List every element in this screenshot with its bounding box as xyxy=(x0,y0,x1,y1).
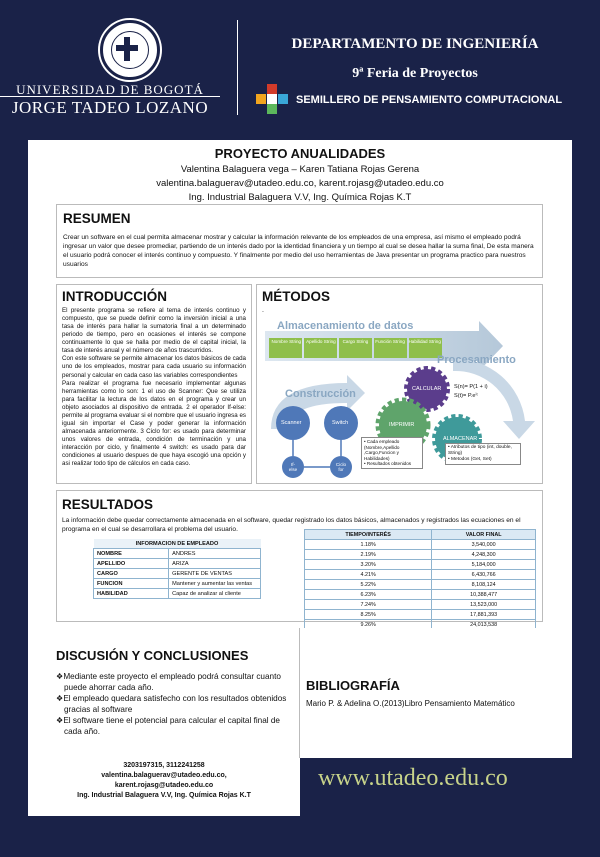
project-title: PROYECTO ANUALIDADES xyxy=(214,146,386,161)
introduccion-section xyxy=(56,284,252,484)
intro-paragraph-1: El presente programa se refiere al tema de interés continuo y compuesto, que se puede definir como la inversión inicial a una tasa de interés para hallar la sumatoria final a un determinado periodo de tiempo, pero en ocasiones el interés se compone continuamente lo que se halla por medio de el capital inicial, la tasa de interés anual y el número de años trascurridos. xyxy=(62,307,246,355)
rate-row xyxy=(305,610,536,620)
value-cell: 10,388,477 xyxy=(432,590,536,600)
imprimir-callout xyxy=(361,437,423,469)
value-cell: 17,881,393 xyxy=(432,610,536,620)
intro-paragraph-2: Con este software se permite almacenar los datos básicos de cada uno de los empleados, mostrar para cada usuario su información personal y calcular en cada caso las variables correspondientes xyxy=(62,355,247,379)
value-cell: 5,184,000 xyxy=(432,560,536,570)
value-cell: 3,540,000 xyxy=(432,540,536,550)
value-cell: 13,523,000 xyxy=(432,600,536,610)
value-cell: 6,430,766 xyxy=(432,570,536,580)
info-key: APELLIDO xyxy=(94,559,169,569)
fair-title: 9ª Feria de Proyectos xyxy=(352,66,478,81)
colored-cross-logo-icon xyxy=(256,84,288,114)
rate-cell: 4.21% xyxy=(305,570,432,580)
info-key: NOMBRE xyxy=(94,549,169,559)
metodos-section xyxy=(256,284,543,484)
gear-imprimir-label: IMPRIMIR xyxy=(389,422,415,428)
contact-email-1: valentina.balaguerav@utadeo.edu.co, xyxy=(101,772,227,780)
gear-calcular-label: CALCULAR xyxy=(412,386,442,392)
node-switch-label: Switch xyxy=(332,420,349,426)
website-link[interactable]: www.utadeo.edu.co xyxy=(318,765,508,791)
discusion-heading: DISCUSIÓN Y CONCLUSIONES xyxy=(56,648,249,663)
resumen-section xyxy=(56,204,543,278)
header-divider xyxy=(237,20,238,115)
rate-header-value: VALOR FINAL xyxy=(432,530,536,540)
info-key: CARGO xyxy=(94,569,169,579)
authors: Valentina Balaguera vega – Karen Tatiana Rojas Gerena xyxy=(180,164,420,175)
bibliografia-section xyxy=(300,628,572,758)
field-cargo: Cargo String xyxy=(342,339,369,344)
node-scanner-label: Scanner xyxy=(281,420,302,426)
department-title: DEPARTAMENTO DE INGENIERÍA xyxy=(291,36,539,52)
metodos-dot: . xyxy=(262,307,264,314)
university-seal-icon xyxy=(100,20,160,80)
info-row xyxy=(94,569,261,579)
formula-compound: S(n)= P(1 + i) xyxy=(454,384,488,390)
value-cell: 4,248,300 xyxy=(432,550,536,560)
info-value: Capaz de analizar al cliente xyxy=(169,589,261,599)
field-apellido: Apellido String xyxy=(306,339,336,344)
discusion-item: ❖El software tiene el potencial para calcular el capital final de cada año. xyxy=(56,716,280,737)
rate-row xyxy=(305,580,536,590)
discusion-list xyxy=(56,671,295,737)
value-cell: 8,108,124 xyxy=(432,580,536,590)
info-key: FUNCION xyxy=(94,579,169,589)
rate-cell: 8.25% xyxy=(305,610,432,620)
rate-row xyxy=(305,550,536,560)
almacenar-item-2: • Metodos (Get, Set) xyxy=(448,456,492,462)
rate-cell: 6.23% xyxy=(305,590,432,600)
gear-almacenar-label: ALMACENAR xyxy=(443,436,478,442)
university-name-line1: UNIVERSIDAD DE BOGOTÁ xyxy=(16,82,204,97)
info-value: ANDRES xyxy=(169,549,261,559)
group-name: SEMILLERO DE PENSAMIENTO COMPUTACIONAL xyxy=(296,94,563,106)
author-emails: valentina.balaguerav@utadeo.edu.co, karent.rojasg@utadeo.edu.co xyxy=(156,178,444,189)
employee-info-table xyxy=(93,539,261,599)
rate-cell: 3.20% xyxy=(305,560,432,570)
resumen-heading: RESUMEN xyxy=(63,211,131,226)
author-degrees: Ing. Industrial Balaguera V.V, Ing. Química Rojas K.T xyxy=(188,192,412,203)
almacenamiento-label: Almacenamiento de datos xyxy=(277,320,414,332)
rate-cell: 5.22% xyxy=(305,580,432,590)
info-row xyxy=(94,579,261,589)
contact-phones: 3203197315, 3112241258 xyxy=(123,762,205,769)
rate-cell: 7.24% xyxy=(305,600,432,610)
rate-row xyxy=(305,540,536,550)
intro-paragraph-3: Para realizar el programa fue necesario implementar algunas herramientas como lo son: 1 el uso de Scanner: Que se utiliza para facilitar la lectura de los datos en el programa y crear un objeto asociados al dispositivo de entrada. 2 el operador If-else: permite al programa evaluar si el nombre que el usuario ingresa es igual sin importar el Case y poder generar la información almacenada anteriormente. 3 Ciclo for: es usado para determinar unos valores de entrada, condición de terminación y una interacción por ciclo, y finalmente 4 switch: es usado para dar condiciones al usuario despues de que haya escogió una opción y asi realizar todo tipo de cálculos en cada caso. xyxy=(62,379,246,468)
bibliografia-heading: BIBLIOGRAFÍA xyxy=(306,678,400,693)
rate-row xyxy=(305,590,536,600)
node-ciclo-label: Ciclo for xyxy=(335,462,347,473)
rate-header-rate: TIEMPO/INTERÉS xyxy=(305,530,432,540)
contact-box xyxy=(28,758,300,816)
info-row xyxy=(94,559,261,569)
resultados-section xyxy=(56,490,543,628)
project-title-block xyxy=(28,140,572,206)
field-funcion: Función String xyxy=(375,339,405,344)
rate-row xyxy=(305,570,536,580)
rate-cell: 9.26% xyxy=(305,620,432,630)
discusion-section xyxy=(28,628,300,758)
procesamiento-label: Procesamiento xyxy=(437,354,516,366)
rate-row xyxy=(305,560,536,570)
bibliografia-entry: Mario P. & Adelina O.(2013)Libro Pensamiento Matemático xyxy=(306,699,515,708)
value-cell: 24,013,538 xyxy=(432,620,536,630)
resultados-text: La información debe quedar correctamente almacenada en el software, quedar registrado los datos básicos, almacenados y registrados las ecuaciones en el programa en el cual se desarrollara el problema del usuario. xyxy=(62,517,521,533)
poster-header xyxy=(0,0,600,138)
rate-row xyxy=(305,600,536,610)
info-row xyxy=(94,589,261,599)
contact-email-2: karent.rojasg@utadeo.edu.co xyxy=(114,782,214,790)
info-value: GERENTE DE VENTAS xyxy=(169,569,261,579)
rate-results-table xyxy=(304,529,536,640)
discusion-item: ❖El empleado quedara satisfecho con los resultados obtenidos gracias al software xyxy=(56,694,287,715)
field-nombre: Nombre String xyxy=(271,339,302,344)
metodos-heading: MÉTODOS xyxy=(262,289,331,304)
info-value: ARIZA xyxy=(169,559,261,569)
rate-cell: 1.18% xyxy=(305,540,432,550)
rate-cell: 2.19% xyxy=(305,550,432,560)
introduccion-heading: INTRODUCCIÓN xyxy=(62,289,167,304)
formula-continuous: S(t)= P.eⁱᵗ xyxy=(454,393,478,399)
employee-info-title: INFORMACION DE EMPLEADO xyxy=(94,539,261,549)
info-key: HABILIDAD xyxy=(94,589,169,599)
almacenar-item-1: • Atributos de tipo (int, double, String) xyxy=(448,445,512,456)
info-value: Mantener y aumentar las ventas xyxy=(169,579,261,589)
discusion-item: ❖Mediante este proyecto el empleado podrá consultar cuanto puede ahorrar cada año. xyxy=(56,672,281,693)
construccion-label: Construcción xyxy=(285,388,356,400)
imprimir-item-1: • Cada empleado (Nombre,Apellido ,Cargo,Funcion y Habilidades) xyxy=(364,439,400,461)
university-name-line2: JORGE TADEO LOZANO xyxy=(0,96,220,118)
node-ifelse-label: If-else xyxy=(288,462,298,473)
imprimir-item-2: • Resultados obtenidos xyxy=(364,461,412,466)
almacenar-callout xyxy=(445,443,521,465)
field-habilidad: Habilidad String xyxy=(408,339,441,344)
resumen-text: Crear un software en el cual permita almacenar mostrar y calcular la información relevante de los empleados de una empresa, así mismo el empleado podrá ingresar un valor que desee promediar, partiendo de un interés dado por la identidad financiera y un tiempo al cual se desea hallar la suma final, De esta manera el usuario podrá conocer el interés continuo y compuesto. Y finalmente por medio del uso herramientas de Java presentar un programa practico para nuestros usuarios xyxy=(63,234,534,268)
info-row xyxy=(94,549,261,559)
storage-field-labels xyxy=(269,339,442,345)
resultados-heading: RESULTADOS xyxy=(62,497,153,512)
contact-degrees: Ing. Industrial Balaguera V.V, Ing. Química Rojas K.T xyxy=(77,792,251,800)
